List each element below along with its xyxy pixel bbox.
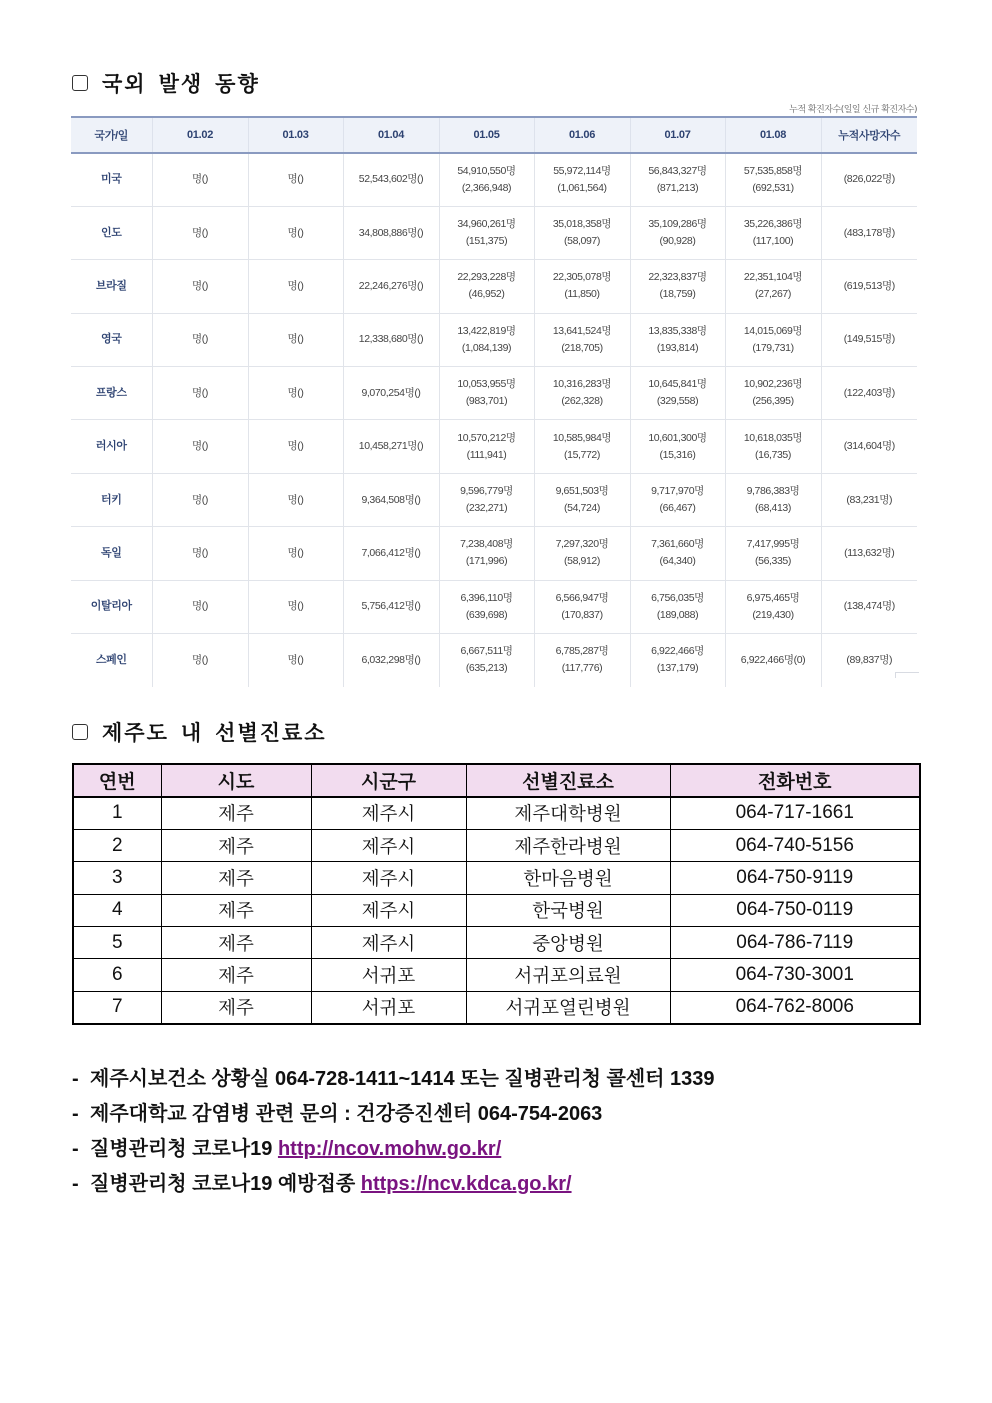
table-row <box>73 927 920 959</box>
phone-cell: 064-740-5156 <box>670 829 920 861</box>
cases-cell: 명() <box>248 527 343 580</box>
contact-line: - 질병관리청 코로나19 http://ncov.mohw.go.kr/ <box>72 1138 502 1160</box>
cases-cell: 명() <box>152 473 248 526</box>
country-cell: 영국 <box>71 313 152 366</box>
city-cell: 제주시 <box>311 829 466 861</box>
phone-cell: 064-786-7119 <box>670 927 920 959</box>
cases-cell: 22,351,104명 (27,267) <box>725 260 821 313</box>
cases-cell: 22,246,276명() <box>343 260 439 313</box>
clinic-name-cell: 한국병원 <box>466 894 670 926</box>
country-cell: 미국 <box>71 153 152 206</box>
cases-cell: 6,785,287명 (117,776) <box>534 634 630 687</box>
cases-cell: 35,018,358명 (58,097) <box>534 206 630 259</box>
city-cell: 제주시 <box>311 894 466 926</box>
country-cell: 프랑스 <box>71 367 152 420</box>
screening-clinics-table <box>72 763 921 1025</box>
cases-cell: 13,422,819명 (1,084,139) <box>439 313 534 366</box>
clinic-name-cell: 한마음병원 <box>466 862 670 894</box>
header-date: 01.02 <box>152 117 248 153</box>
table-row <box>73 991 920 1023</box>
header-phone: 전화번호 <box>670 764 920 797</box>
deaths-cell: (89,837명) <box>821 634 917 687</box>
contact-info <box>72 1064 715 1204</box>
header-date: 01.07 <box>630 117 725 153</box>
phone-cell: 064-750-0119 <box>670 894 920 926</box>
header-date: 01.03 <box>248 117 343 153</box>
cases-cell: 9,364,508명() <box>343 473 439 526</box>
clinic-name-cell: 서귀포열린병원 <box>466 991 670 1023</box>
cases-cell: 10,645,841명 (329,558) <box>630 367 725 420</box>
cases-cell: 54,910,550명 (2,366,948) <box>439 153 534 206</box>
number-cell: 6 <box>73 959 161 991</box>
cases-cell: 명() <box>248 153 343 206</box>
header-date: 01.06 <box>534 117 630 153</box>
clinic-name-cell: 제주한라병원 <box>466 829 670 861</box>
cases-cell: 34,808,886명() <box>343 206 439 259</box>
cases-cell: 10,570,212명 (111,941) <box>439 420 534 473</box>
cases-cell: 10,053,955명 (983,701) <box>439 367 534 420</box>
phone-cell: 064-730-3001 <box>670 959 920 991</box>
header-date: 01.05 <box>439 117 534 153</box>
cases-cell: 7,417,995명 (56,335) <box>725 527 821 580</box>
cases-cell: 7,297,320명 (58,912) <box>534 527 630 580</box>
table-row <box>71 260 917 313</box>
decorative-corner <box>895 672 919 678</box>
table-row <box>71 527 917 580</box>
country-cell: 러시아 <box>71 420 152 473</box>
number-cell: 4 <box>73 894 161 926</box>
cases-cell: 13,835,338명 (193,814) <box>630 313 725 366</box>
number-cell: 3 <box>73 862 161 894</box>
cases-cell: 명() <box>152 313 248 366</box>
header-city: 시군구 <box>311 764 466 797</box>
number-cell: 2 <box>73 829 161 861</box>
cases-cell: 10,316,283명 (262,328) <box>534 367 630 420</box>
country-cell: 독일 <box>71 527 152 580</box>
contact-line: - 제주대학교 감염병 관련 문의 : 건강증진센터 064-754-2063 <box>72 1103 603 1125</box>
province-cell: 제주 <box>161 862 311 894</box>
table-row <box>71 153 917 206</box>
table-row <box>71 313 917 366</box>
cases-cell: 명() <box>248 206 343 259</box>
checkbox-icon <box>72 724 88 740</box>
province-cell: 제주 <box>161 829 311 861</box>
cases-cell: 9,596,779명 (232,271) <box>439 473 534 526</box>
cases-cell: 5,756,412명() <box>343 580 439 633</box>
cases-cell: 9,717,970명 (66,467) <box>630 473 725 526</box>
country-cell: 이탈리아 <box>71 580 152 633</box>
city-cell: 제주시 <box>311 862 466 894</box>
cases-cell: 6,032,298명() <box>343 634 439 687</box>
cases-cell: 9,786,383명 (68,413) <box>725 473 821 526</box>
cases-cell: 57,535,858명 (692,531) <box>725 153 821 206</box>
cases-cell: 22,323,837명 (18,759) <box>630 260 725 313</box>
cases-cell: 6,396,110명 (639,698) <box>439 580 534 633</box>
table-row <box>71 473 917 526</box>
city-cell: 서귀포 <box>311 959 466 991</box>
city-cell: 서귀포 <box>311 991 466 1023</box>
province-cell: 제주 <box>161 927 311 959</box>
cases-cell: 35,226,386명 (117,100) <box>725 206 821 259</box>
cases-cell: 6,922,466명 (137,179) <box>630 634 725 687</box>
table-row <box>71 420 917 473</box>
cases-cell: 명() <box>152 153 248 206</box>
cases-cell: 6,566,947명 (170,837) <box>534 580 630 633</box>
country-cell: 터키 <box>71 473 152 526</box>
cases-cell: 56,843,327명 (871,213) <box>630 153 725 206</box>
phone-cell: 064-762-8006 <box>670 991 920 1023</box>
cases-cell: 10,618,035명 (16,735) <box>725 420 821 473</box>
deaths-cell: (122,403명) <box>821 367 917 420</box>
table-header-row <box>73 764 920 797</box>
cases-cell: 10,601,300명 (15,316) <box>630 420 725 473</box>
header-date: 01.04 <box>343 117 439 153</box>
cases-cell: 명() <box>152 260 248 313</box>
header-province: 시도 <box>161 764 311 797</box>
deaths-cell: (113,632명) <box>821 527 917 580</box>
header-number: 연번 <box>73 764 161 797</box>
cases-cell: 명() <box>152 420 248 473</box>
table-note: 누적 확진자수(일일 신규 확진자수) <box>789 105 917 115</box>
header-date: 01.08 <box>725 117 821 153</box>
cases-cell: 명() <box>248 367 343 420</box>
cases-cell: 7,361,660명 (64,340) <box>630 527 725 580</box>
number-cell: 5 <box>73 927 161 959</box>
clinic-name-cell: 중앙병원 <box>466 927 670 959</box>
vaccination-link[interactable]: https://ncv.kdca.go.kr/ <box>360 1173 572 1195</box>
province-cell: 제주 <box>161 991 311 1023</box>
number-cell: 1 <box>73 797 161 829</box>
country-cell: 인도 <box>71 206 152 259</box>
cases-cell: 12,338,680명() <box>343 313 439 366</box>
header-deaths: 누적사망자수 <box>821 117 917 153</box>
cases-cell: 명() <box>152 580 248 633</box>
cases-cell: 35,109,286명 (90,928) <box>630 206 725 259</box>
deaths-cell: (314,604명) <box>821 420 917 473</box>
cases-cell: 10,585,984명 (15,772) <box>534 420 630 473</box>
cases-cell: 34,960,261명 (151,375) <box>439 206 534 259</box>
clinic-name-cell: 서귀포의료원 <box>466 959 670 991</box>
cases-cell: 10,902,236명 (256,395) <box>725 367 821 420</box>
table-row <box>73 894 920 926</box>
table-row <box>71 206 917 259</box>
cases-cell: 명() <box>152 206 248 259</box>
cases-cell: 7,238,408명 (171,996) <box>439 527 534 580</box>
cases-cell: 6,922,466명(0) <box>725 634 821 687</box>
country-cell: 브라질 <box>71 260 152 313</box>
cases-cell: 명() <box>152 634 248 687</box>
country-cell: 스페인 <box>71 634 152 687</box>
header-clinic: 선별진료소 <box>466 764 670 797</box>
deaths-cell: (483,178명) <box>821 206 917 259</box>
cases-cell: 9,070,254명() <box>343 367 439 420</box>
cases-cell: 명() <box>248 260 343 313</box>
cases-cell: 13,641,524명 (218,705) <box>534 313 630 366</box>
deaths-cell: (619,513명) <box>821 260 917 313</box>
cases-cell: 명() <box>248 473 343 526</box>
table-row <box>73 797 920 829</box>
deaths-cell: (83,231명) <box>821 473 917 526</box>
cases-cell: 9,651,503명 (54,724) <box>534 473 630 526</box>
cases-cell: 명() <box>248 313 343 366</box>
cases-cell: 6,975,465명 (219,430) <box>725 580 821 633</box>
number-cell: 7 <box>73 991 161 1023</box>
table-row <box>73 959 920 991</box>
table-row <box>73 862 920 894</box>
cases-cell: 명() <box>248 580 343 633</box>
province-cell: 제주 <box>161 797 311 829</box>
city-cell: 제주시 <box>311 797 466 829</box>
cases-cell: 10,458,271명() <box>343 420 439 473</box>
cases-cell: 52,543,602명() <box>343 153 439 206</box>
cases-cell: 명() <box>248 634 343 687</box>
table-row <box>73 829 920 861</box>
checkbox-icon <box>72 75 88 91</box>
deaths-cell: (149,515명) <box>821 313 917 366</box>
cases-cell: 14,015,069명 (179,731) <box>725 313 821 366</box>
cases-cell: 6,756,035명 (189,088) <box>630 580 725 633</box>
province-cell: 제주 <box>161 959 311 991</box>
contact-line: - 질병관리청 코로나19 예방접종 https://ncv.kdca.go.kr/ <box>72 1173 572 1195</box>
deaths-cell: (138,474명) <box>821 580 917 633</box>
kdca-covid-link[interactable]: http://ncov.mohw.go.kr/ <box>277 1138 502 1160</box>
cases-cell: 명() <box>248 420 343 473</box>
phone-cell: 064-717-1661 <box>670 797 920 829</box>
overseas-cases-table <box>71 116 917 687</box>
cases-cell: 22,305,078명 (11,850) <box>534 260 630 313</box>
contact-line: - 제주시보건소 상황실 064-728-1411~1414 또는 질병관리청 콜센터 1339 <box>72 1068 715 1090</box>
cases-cell: 22,293,228명 (46,952) <box>439 260 534 313</box>
section-title-overseas: 국외 발생 동향 <box>72 68 272 98</box>
cases-cell: 명() <box>152 527 248 580</box>
table-header-row <box>71 117 917 153</box>
cases-cell: 7,066,412명() <box>343 527 439 580</box>
clinic-name-cell: 제주대학병원 <box>466 797 670 829</box>
cases-cell: 55,972,114명 (1,061,564) <box>534 153 630 206</box>
table-row <box>71 367 917 420</box>
section-title-clinics: 제주도 내 선별진료소 <box>72 717 339 747</box>
province-cell: 제주 <box>161 894 311 926</box>
cases-cell: 명() <box>152 367 248 420</box>
table-row <box>71 634 917 687</box>
deaths-cell: (826,022명) <box>821 153 917 206</box>
phone-cell: 064-750-9119 <box>670 862 920 894</box>
table-row <box>71 580 917 633</box>
header-country: 국가/일 <box>71 117 152 153</box>
city-cell: 제주시 <box>311 927 466 959</box>
cases-cell: 6,667,511명 (635,213) <box>439 634 534 687</box>
